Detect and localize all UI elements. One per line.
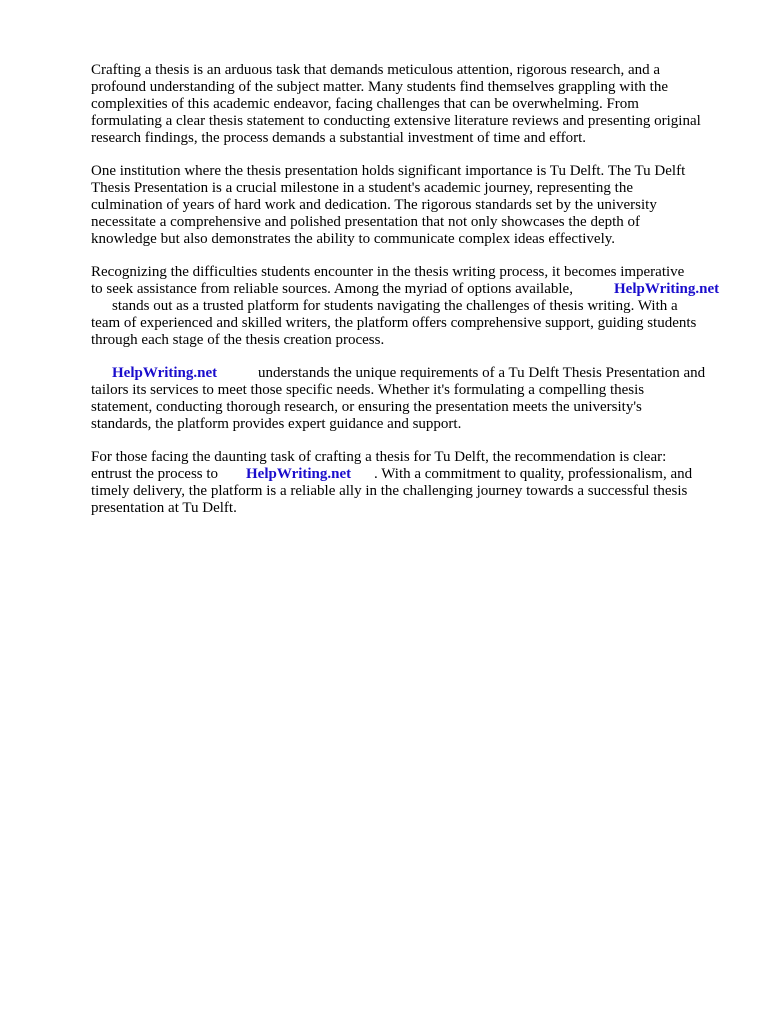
paragraph-2-line-1: One institution where the thesis presentation holds significant importance is Tu Delft. The Tu Delft (91, 163, 686, 179)
helpwriting-link-3[interactable]: HelpWriting.net (246, 466, 352, 482)
helpwriting-link-1[interactable]: HelpWriting.net (614, 281, 720, 297)
paragraph-5-line-4: presentation at Tu Delft. (91, 500, 237, 516)
paragraph-4-line-3: statement, conducting thorough research, or ensuring the presentation meets the university's (91, 399, 642, 415)
paragraph-3-line-3: stands out as a trusted platform for students navigating the challenges of thesis writing. With a (112, 298, 678, 314)
paragraph-3-line-4: team of experienced and skilled writers, the platform offers comprehensive support, guiding students (91, 315, 697, 331)
paragraph-1-line-2: profound understanding of the subject matter. Many students find themselves grappling with the (91, 79, 668, 95)
paragraph-5-line-3: timely delivery, the platform is a reliable ally in the challenging journey towards a successful thesis (91, 483, 688, 499)
paragraph-2-line-4: necessitate a comprehensive and polished presentation that not only showcases the depth of (91, 214, 641, 230)
paragraph-4-line-2: tailors its services to meet those specific needs. Whether it's formulating a compelling thesis (91, 382, 645, 398)
paragraph-4-line-4: standards, the platform provides expert guidance and support. (91, 416, 462, 432)
paragraph-5-line-2-start: entrust the process to (91, 466, 219, 482)
paragraph-5-line-1: For those facing the daunting task of crafting a thesis for Tu Delft, the recommendation is clear: (91, 449, 667, 465)
paragraph-4-line-1: understands the unique requirements of a Tu Delft Thesis Presentation and (258, 365, 706, 381)
helpwriting-link-2[interactable]: HelpWriting.net (112, 365, 218, 381)
paragraph-3-line-2: to seek assistance from reliable sources. Among the myriad of options available, (91, 281, 573, 297)
paragraph-3-line-5: through each stage of the thesis creation process. (91, 332, 385, 348)
paragraph-2-line-3: culmination of years of hard work and dedication. The rigorous standards set by the university (91, 197, 657, 213)
paragraph-3-line-1: Recognizing the difficulties students encounter in the thesis writing process, it becomes imperative (91, 264, 685, 280)
paragraph-1-line-5: research findings, the process demands a substantial investment of time and effort. (91, 130, 586, 146)
paragraph-1-line-3: complexities of this academic endeavor, facing challenges that can be overwhelming. From (91, 96, 639, 112)
paragraph-5-line-2-end: . With a commitment to quality, professionalism, and (374, 466, 693, 482)
paragraph-1-line-1: Crafting a thesis is an arduous task that demands meticulous attention, rigorous research, and a (91, 62, 661, 78)
paragraph-1-line-4: formulating a clear thesis statement to conducting extensive literature reviews and presenting original (91, 113, 701, 129)
paragraph-2-line-5: knowledge but also demonstrates the ability to communicate complex ideas effectively. (91, 231, 616, 247)
paragraph-2-line-2: Thesis Presentation is a crucial milestone in a student's academic journey, representing the (91, 180, 633, 196)
